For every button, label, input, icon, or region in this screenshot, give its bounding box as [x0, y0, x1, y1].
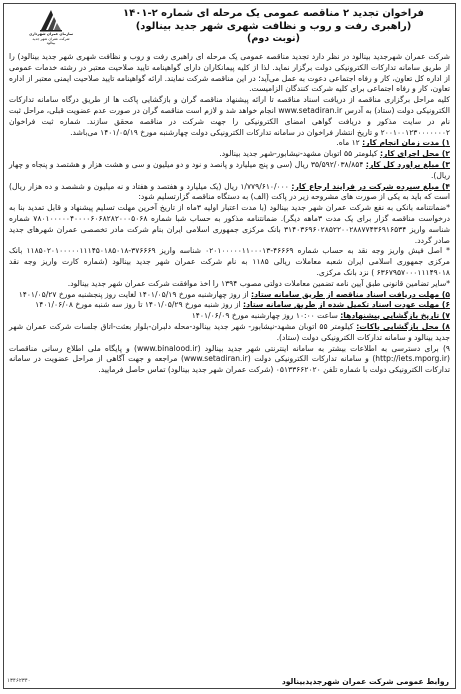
logo-line-3: بینالود	[46, 41, 56, 45]
title-line-2: (راهبری رفت و روب و نظافت شهری شهر جدید بینالود)	[135, 21, 412, 32]
title-line-1: فراخوان تجدید ۲ مناقصه عمومی یک مرحله ای شماره ۲-۱۴۰۱	[123, 8, 424, 19]
item-document-return	[9, 300, 450, 311]
item-deposit-amount	[9, 182, 450, 204]
item-text: ۹) برای دسترسی به اطلاعات بیشتر به سامانه اینترنتی شهر جدید بینالود (www.binalood.ir) و پایگاه ملی اطلاع رسانی مناقصات (http://iets.mporg.ir) و سامانه تدارکات الکترونیکی دولت (www.setadiran.ir) مراجعه و جهت آگاهی از مراحل عضویت در سامانه تدارکات الکترونیکی دولت با شماره تلفن ۰۵۱۳۳۶۶۲۰۲۰ (شرکت عمران شهر جدید بینالود) تماس حاصل فرمایید.	[9, 343, 451, 375]
logo-icon	[38, 8, 64, 32]
item-more-info	[9, 344, 450, 376]
other-guarantees-note: *سایر تضامین قانونی طبق آیین نامه تضمین معاملات دولتی مصوب ۱۳۹۴ را اخذ موافقت شرکت عمران شهر جدید بینالود.	[67, 278, 450, 288]
notice-body	[4, 52, 455, 376]
item-text: ساعت ۱۰:۰۰ روز چهارشنبه مورخ ۱۴۰۱/۰۶/۰۹	[191, 311, 341, 321]
procedure-paragraph: کلیه مراحل برگزاری مناقصه از دریافت اسناد مناقصه تا ارائه پیشنهاد مناقصه گران و بازگشایی پاکت ها از طریق درگاه سامانه تدارکات الکترونیکی دولت (ستاد) به آدرس www.setadiran.ir انجام خواهد شد و لازم است مناقصه گران در صورت عدم عضویت قبلی، مراحل ثبت نام در سایت مذکور و دریافت گواهی امضای الکترونیکی را جهت شرکت در مناقصه محقق سازند. شماره ثبت فراخوان ۲۰۰۱۰۰۱۲۳۰۰۰۰۰۰۰۲ و تاریخ انتشار فراخوان در سامانه تدارکات الکترونیکی دولت چهارشنبه مورخ ۱۴۰۱/۰۵/۱۹ می‌باشد.	[9, 95, 450, 137]
item-duration	[9, 138, 450, 149]
item-text: از روز شنبه مورخ ۱۴۰۱/۰۵/۲۹ تا روز سه شنبه مورخ ۱۴۰۱/۰۶/۰۸	[35, 300, 244, 310]
logo-line-1: سازمان عمران شهرداری	[28, 32, 74, 36]
logo-line-2: شرکت عمران شهر جدید	[32, 36, 70, 41]
item-opening-place	[9, 322, 450, 344]
item-label: ۲) محل اجرای کار:	[379, 149, 450, 159]
public-relations-signature: روابط عمومی شرکت عمران شهرجدیدبینالود	[281, 677, 449, 686]
item-text: کیلومتر ۵۵ اتوبان مشهد-نیشابور-شهر جدید بینالود.	[219, 149, 380, 159]
item-label: ۷) تاریخ بازگشایی پیشنهادها:	[340, 311, 450, 321]
item-text: از روز چهارشنبه مورخ ۱۴۰۱/۰۵/۱۹ لغایت روز پنجشنبه مورخ ۱۴۰۱/۰۵/۲۷	[18, 289, 252, 299]
notice-header	[4, 4, 455, 52]
notice-title	[96, 7, 451, 45]
intro-paragraph: شرکت عمران شهرجدید بینالود در نظر دارد تجدید مناقصه عمومی یک مرحله ای راهبری رفت و روب و نظافت شهری شهر جدید بینالود) را از طریق سامانه تدارکات الکترونیکی دولت برگزار نماید. لذا از کلیه پیمانکاران دارای گواهینامه تایید صلاحیت معتبر در رشته خدمات عمومی از اداره کل تعاون، کار و رفاه اجتماعی دعوت به عمل می‌آید؛ در این مناقصه شرکت نمایند. ارائه گواهینامه تایید صلاحیت ایمنی معتبر از اداره تعاون، کار و رفاه اجتماعی برای کلیه شرکت کنندگان الزامیست.	[9, 52, 450, 94]
item-label: ۳) مبلغ براورد کل کار:	[365, 159, 451, 169]
item-text: کیلومتر ۵۵ اتوبان مشهد-نیشابور- شهر جدید بینالود-محله دلبران-بلوار بعثت-اتاق جلسات شرکت عمران شهر جدید بینالود و سامانه تدارکات الکترونیکی دولت (ستاد).	[9, 321, 450, 342]
item-label: ۱) مدت زمان انجام کار:	[362, 138, 450, 148]
item-text: ۱۲ ماه.	[336, 138, 363, 148]
item-location	[9, 149, 450, 160]
notice-code: ۱۳۴۶۲۳۴۰	[7, 678, 31, 684]
company-logo	[8, 8, 94, 52]
title-line-3: (نوبت دوم)	[247, 33, 300, 44]
tender-notice	[3, 3, 456, 689]
guarantee-paragraph: *ضمانتنامه بانکی به نفع شرکت عمران شهر جدید بینالود (با مدت اعتبار اولیه ۳ماه از تاریخ آخرین مهلت تسلیم پیشنهاد و قابل تمدید بنا به درخواست مناقصه گزار برای یک مدت ۳ماهه دیگر). ضمانتنامه مذکور به حساب شبا شماره ۷۸۰۱۰۰۰۰۰۴۰۰۰۰۶۰۶۸۲۸۲۰۰۰۵۰۶۸ شماره شناسه واریز ۳۱۴۰۳۶۹۶۰۲۸۵۲۲۰۰۲۸۸۷۷۴۳۶۹۱۶۵۳۴ بانک مرکزی جمهوری اسلامی ایران بنام شرکت مادر تخصصی عمران شهرهای جدید صادر گردد.	[9, 203, 451, 245]
item-label: ۸) محل بازگشایی پاکات:	[356, 321, 450, 331]
item-opening-date	[9, 311, 450, 322]
item-document-receipt	[9, 290, 450, 301]
item-label: ۶) مهلت عودت اسناد تکمیل شده از طریق سامانه ستاد:	[243, 300, 450, 310]
item-estimate	[9, 160, 450, 182]
item-text: ۱/۷۷۹/۶۱۰/۰۰۰ ریال (یک میلیارد و هفتصد و هفتاد و نه میلیون و ششصد و ده هزار ریال) است که باید به یکی از صورت های مشروحه زیر در پاکت (الف) به دستگاه مناقصه گزارتسلیم شود:	[9, 181, 450, 202]
item-label: ۴) مبلغ سپرده شرکت در فرایند ارجاع کار:	[291, 181, 450, 191]
item-label: ۵) مهلت دریافت اسناد مناقصه از طریق سامانه ستاد:	[251, 289, 450, 299]
cash-deposit-paragraph: * اصل فیش واریز وجه نقد به حساب شماره ۴۶۶۶۹-۰۲۰۱۰۰۰۰۰۱۱۰۰۰۱۳ شناسه واریز ۳۷۶۶۶۹-۱۱۸۵۰۲۰۱۰۰۰۰۰۱۱۱۴۵۰۱۸۵۰۱۸ بانک مرکزی جمهوری اسلامی ایران شعبه معاملات ریالی ۱۱۸۵ به نام شرکت عمران شهر جدید بینالود (شماره کارت واریز وجه نقد ۶۳۶۷۹۵۷۰۰۰۱۱۱۴۹۰۱۸ ) نزد بانک مرکزی.	[9, 246, 451, 277]
item-text: ۳۵/۵۹۲/۰۳۸/۸۵۴ ریال (سی و پنج میلیارد و پانصد و نود و دو میلیون و سی و هشت هزار و هشتصد و پنجاه و چهار ریال).	[9, 159, 450, 180]
